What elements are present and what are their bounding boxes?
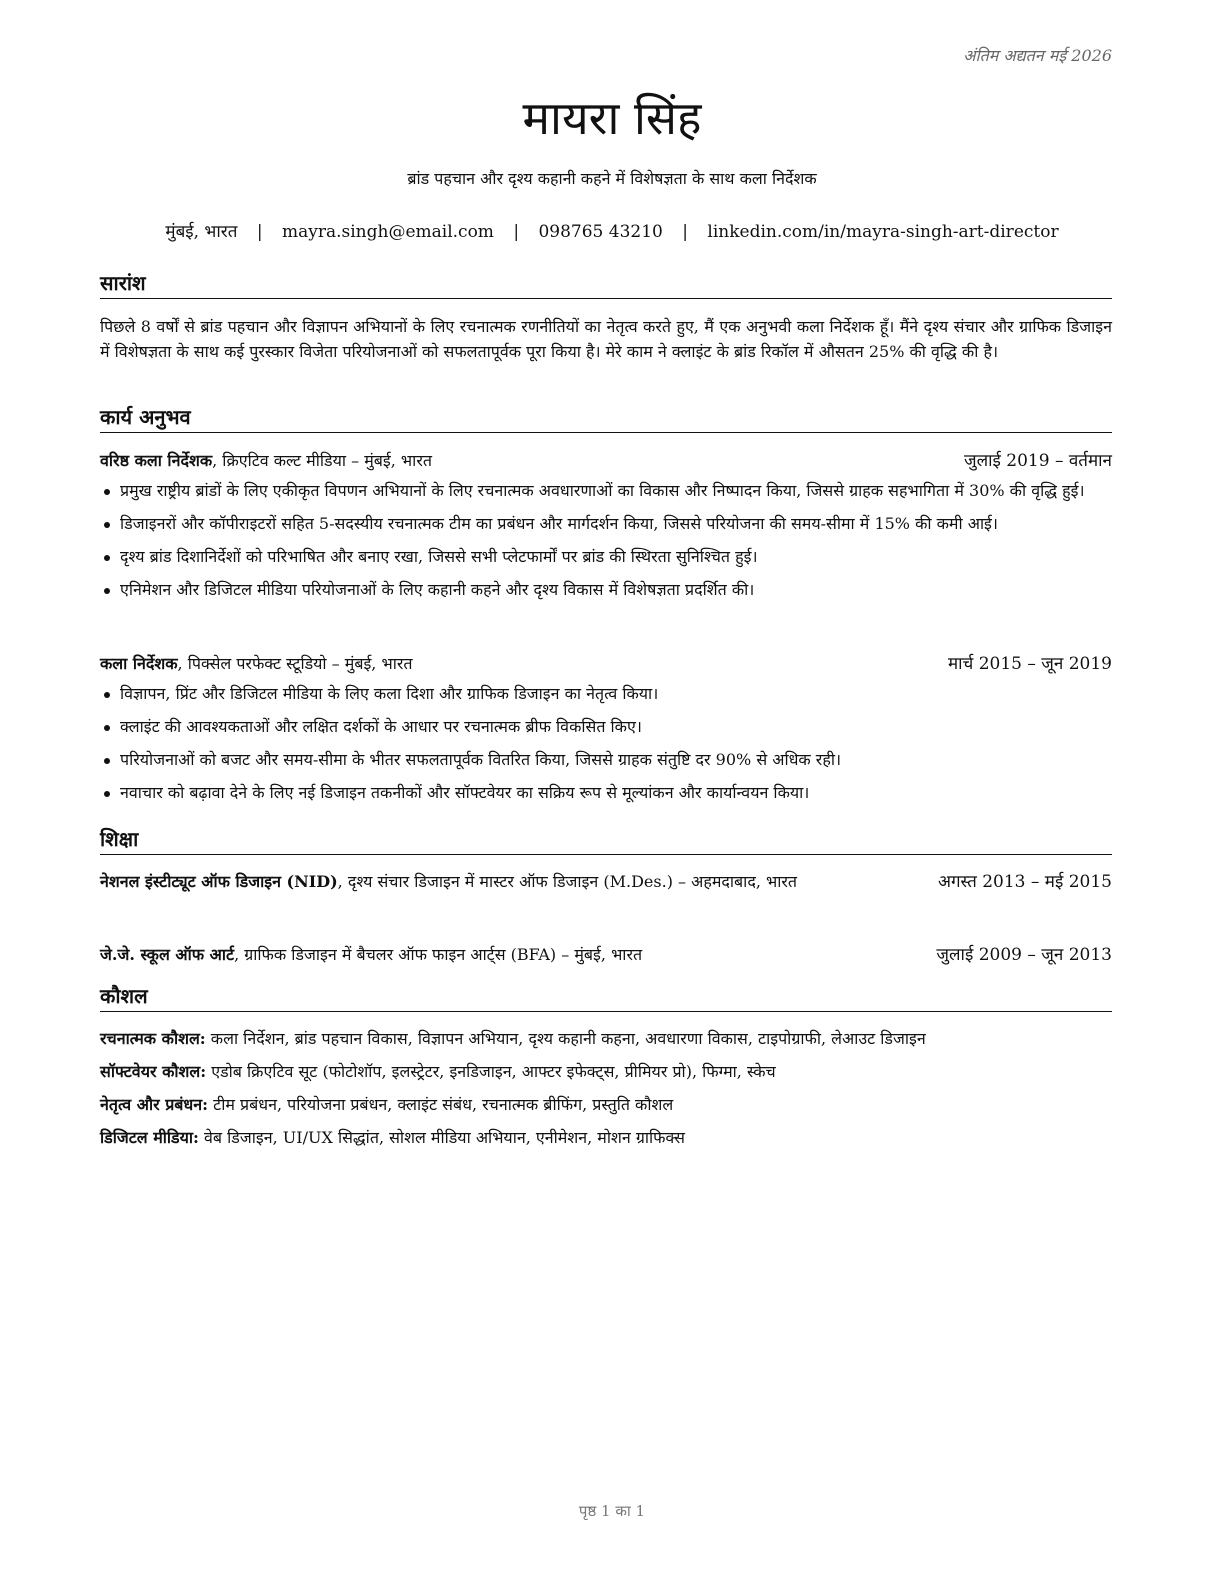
page-title: मायरा सिंह bbox=[522, 91, 702, 145]
list-item: नवाचार को बढ़ावा देने के लिए नई डिजाइन तकनीकों और सॉफ्टवेयर का सक्रिय रूप से मूल्यांकन और कार्यान्वयन किया। bbox=[100, 781, 1112, 805]
skill-value: कला निर्देशन, ब्रांड पहचान विकास, विज्ञापन अभियान, दृश्य कहानी कहना, अवधारणा विकास, टाइपोग्राफी, लेआउट डिजाइन bbox=[205, 1029, 926, 1048]
skill-label: डिजिटल मीडिया: bbox=[100, 1128, 199, 1147]
job-header bbox=[100, 449, 1112, 473]
job-dates: मार्च 2015 – जून 2019 bbox=[947, 654, 1112, 674]
list-item: परियोजनाओं को बजट और समय-सीमा के भीतर सफलतापूर्वक वितरित किया, जिससे ग्राहक संतुष्टि दर 90% से अधिक रही। bbox=[100, 748, 1112, 772]
job-org: , क्रिएटिव कल्ट मीडिया – मुंबई, भारत bbox=[212, 451, 432, 470]
school-name: जे.जे. स्कूल ऑफ आर्ट bbox=[100, 945, 235, 964]
contact-phone: 098765 43210 bbox=[538, 222, 663, 242]
skill-label: नेतृत्व और प्रबंधन: bbox=[100, 1095, 209, 1114]
skill-line bbox=[100, 1060, 1112, 1084]
skills-list bbox=[100, 1027, 1112, 1159]
skill-label: रचनात्मक कौशल: bbox=[100, 1029, 206, 1048]
list-item: प्रमुख राष्ट्रीय ब्रांडों के लिए एकीकृत विपणन अभियानों के लिए रचनात्मक अवधारणाओं का विकास और निष्पादन किया, जिससे ग्राहक सहभागिता में 30% की वृद्धि हुई। bbox=[100, 479, 1112, 503]
job-dates: जुलाई 2019 – वर्तमान bbox=[963, 451, 1112, 471]
contact-line bbox=[0, 219, 1224, 242]
degree-detail: , ग्राफिक डिजाइन में बैचलर ऑफ फाइन आर्ट्स (BFA) – मुंबई, भारत bbox=[234, 945, 643, 964]
education-dates: जुलाई 2009 – जून 2013 bbox=[936, 945, 1112, 965]
skill-label: सॉफ्टवेयर कौशल: bbox=[100, 1062, 207, 1081]
separator: | bbox=[682, 222, 688, 242]
tagline: ब्रांड पहचान और दृश्य कहानी कहने में विशेषज्ञता के साथ कला निर्देशक bbox=[407, 169, 817, 188]
section-title-skills: कौशल bbox=[100, 983, 1112, 1012]
degree-detail: , दृश्य संचार डिजाइन में मास्टर ऑफ डिजाइन (M.Des.) – अहमदाबाद, भारत bbox=[337, 872, 798, 891]
school-name: नेशनल इंस्टीट्यूट ऑफ डिजाइन (NID) bbox=[100, 872, 338, 891]
job-bullets bbox=[100, 682, 1112, 814]
contact-location: मुंबई, भारत bbox=[165, 222, 238, 242]
education-entry bbox=[100, 870, 1112, 894]
skill-line bbox=[100, 1093, 1112, 1117]
section-title-summary: सारांश bbox=[100, 270, 1112, 299]
list-item: डिजाइनरों और कॉपीराइटरों सहित 5-सदस्यीय रचनात्मक टीम का प्रबंधन और मार्गदर्शन किया, जिससे परियोजना की समय-सीमा में 15% की कमी आई। bbox=[100, 512, 1112, 536]
skill-line bbox=[100, 1027, 1112, 1051]
page-number: पृष्ठ 1 का 1 bbox=[578, 1502, 646, 1520]
last-updated: अंतिम अद्यतन मई 2026 bbox=[963, 46, 1112, 65]
job-role: वरिष्ठ कला निर्देशक bbox=[100, 451, 213, 470]
education-entry bbox=[100, 943, 1112, 967]
contact-linkedin[interactable]: linkedin.com/in/mayra-singh-art-director bbox=[707, 222, 1059, 242]
job-bullets bbox=[100, 479, 1112, 611]
contact-email[interactable]: mayra.singh@email.com bbox=[281, 222, 494, 242]
skill-value: वेब डिजाइन, UI/UX सिद्धांत, सोशल मीडिया अभियान, एनीमेशन, मोशन ग्राफिक्स bbox=[198, 1128, 685, 1147]
list-item: क्लाइंट की आवश्यकताओं और लक्षित दर्शकों के आधार पर रचनात्मक ब्रीफ विकसित किए। bbox=[100, 715, 1112, 739]
summary-text: पिछले 8 वर्षों से ब्रांड पहचान और विज्ञापन अभियानों के लिए रचनात्मक रणनीतियों का नेतृत्व करते हुए, मैं एक अनुभवी कला निर्देशक हूँ। मैंने दृश्य संचार और ग्राफिक डिजाइन में विशेषज्ञता के साथ कई पुरस्कार विजेता परियोजनाओं को सफलतापूर्वक पूरा किया है। मेरे काम ने क्लाइंट के ब्रांड रिकॉल में औसतन 25% की वृद्धि की है। bbox=[100, 317, 1112, 361]
job-header bbox=[100, 652, 1112, 676]
skill-line bbox=[100, 1126, 1112, 1150]
separator: | bbox=[256, 222, 263, 242]
job-role: कला निर्देशक bbox=[100, 654, 178, 673]
skill-value: टीम प्रबंधन, परियोजना प्रबंधन, क्लाइंट संबंध, रचनात्मक ब्रीफिंग, प्रस्तुति कौशल bbox=[208, 1095, 674, 1114]
separator: | bbox=[513, 222, 520, 242]
education-dates: अगस्त 2013 – मई 2015 bbox=[937, 872, 1112, 892]
list-item: विज्ञापन, प्रिंट और डिजिटल मीडिया के लिए कला दिशा और ग्राफिक डिजाइन का नेतृत्व किया। bbox=[100, 682, 1112, 706]
skill-value: एडोब क्रिएटिव सूट (फोटोशॉप, इलस्ट्रेटर, इनडिजाइन, आफ्टर इफेक्ट्स, प्रीमियर प्रो), फिग्मा, स्केच bbox=[206, 1062, 776, 1081]
list-item: एनिमेशन और डिजिटल मीडिया परियोजनाओं के लिए कहानी कहने और दृश्य विकास में विशेषज्ञता प्रदर्शित की। bbox=[100, 578, 1112, 602]
job-org: , पिक्सेल परफेक्ट स्टूडियो – मुंबई, भारत bbox=[177, 654, 413, 673]
section-title-experience: कार्य अनुभव bbox=[100, 404, 1112, 433]
section-title-education: शिक्षा bbox=[100, 826, 1112, 855]
list-item: दृश्य ब्रांड दिशानिर्देशों को परिभाषित और बनाए रखा, जिससे सभी प्लेटफार्मों पर ब्रांड की स्थिरता सुनिश्चित हुई। bbox=[100, 545, 1112, 569]
